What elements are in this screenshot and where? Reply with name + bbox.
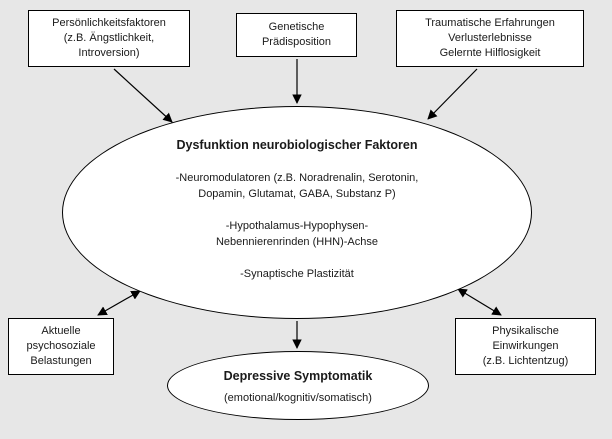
node-text-line: (z.B. Ängstlichkeit, bbox=[63, 32, 155, 44]
node-text-line: Verlusterlebnisse bbox=[448, 32, 532, 44]
node-text-line: Traumatische Erfahrungen bbox=[425, 17, 555, 29]
central-item-neuromodulators bbox=[176, 170, 419, 202]
node-text-line: Introversion) bbox=[78, 47, 140, 59]
symptoms-title: Depressive Symptomatik bbox=[223, 368, 373, 383]
node-personality-factors bbox=[28, 10, 190, 67]
arrow-trauma-to-central bbox=[428, 69, 477, 119]
node-text-line: Prädisposition bbox=[261, 36, 332, 48]
node-genetic-predisposition bbox=[236, 13, 357, 57]
node-text-line: psychosoziale bbox=[26, 340, 96, 352]
node-text-line: -Synaptische Plastizität bbox=[240, 268, 354, 280]
node-neurobiological-dysfunction bbox=[62, 106, 532, 319]
node-text-line: Dopamin, Glutamat, GABA, Substanz P) bbox=[198, 188, 396, 200]
node-psychosocial-stress bbox=[8, 318, 114, 375]
node-depressive-symptoms bbox=[167, 351, 429, 420]
node-text-line: -Hypothalamus-Hypophysen- bbox=[225, 220, 369, 232]
node-text-line: Persönlichkeitsfaktoren bbox=[52, 17, 166, 29]
node-physical-influences bbox=[455, 318, 596, 375]
node-text-line: Physikalische bbox=[492, 325, 559, 337]
symptoms-subtitle: (emotional/kognitiv/somatisch) bbox=[224, 391, 372, 404]
node-text-line: Gelernte Hilflosigkeit bbox=[439, 47, 541, 59]
central-item-synaptic-plasticity bbox=[240, 266, 354, 282]
node-text-line: Aktuelle bbox=[41, 325, 81, 337]
node-text-line: Nebennierenrinden (HHN)-Achse bbox=[215, 236, 379, 248]
node-traumatic-experiences bbox=[396, 10, 584, 67]
arrow-central-psychosocial-bidirectional bbox=[98, 291, 140, 315]
node-text-line: (z.B. Lichtentzug) bbox=[482, 355, 569, 367]
node-text-line: Genetische bbox=[268, 21, 325, 33]
arrow-personality-to-central bbox=[114, 69, 172, 122]
central-ellipse-title: Dysfunktion neurobiologischer Faktoren bbox=[176, 138, 418, 152]
central-item-hpa-axis bbox=[216, 218, 378, 250]
node-text-line: Einwirkungen bbox=[492, 340, 559, 352]
node-text-line: Belastungen bbox=[30, 355, 92, 367]
node-text-line: -Neuromodulatoren (z.B. Noradrenalin, Serotonin, bbox=[175, 172, 419, 184]
arrow-central-physical-bidirectional bbox=[458, 289, 501, 315]
